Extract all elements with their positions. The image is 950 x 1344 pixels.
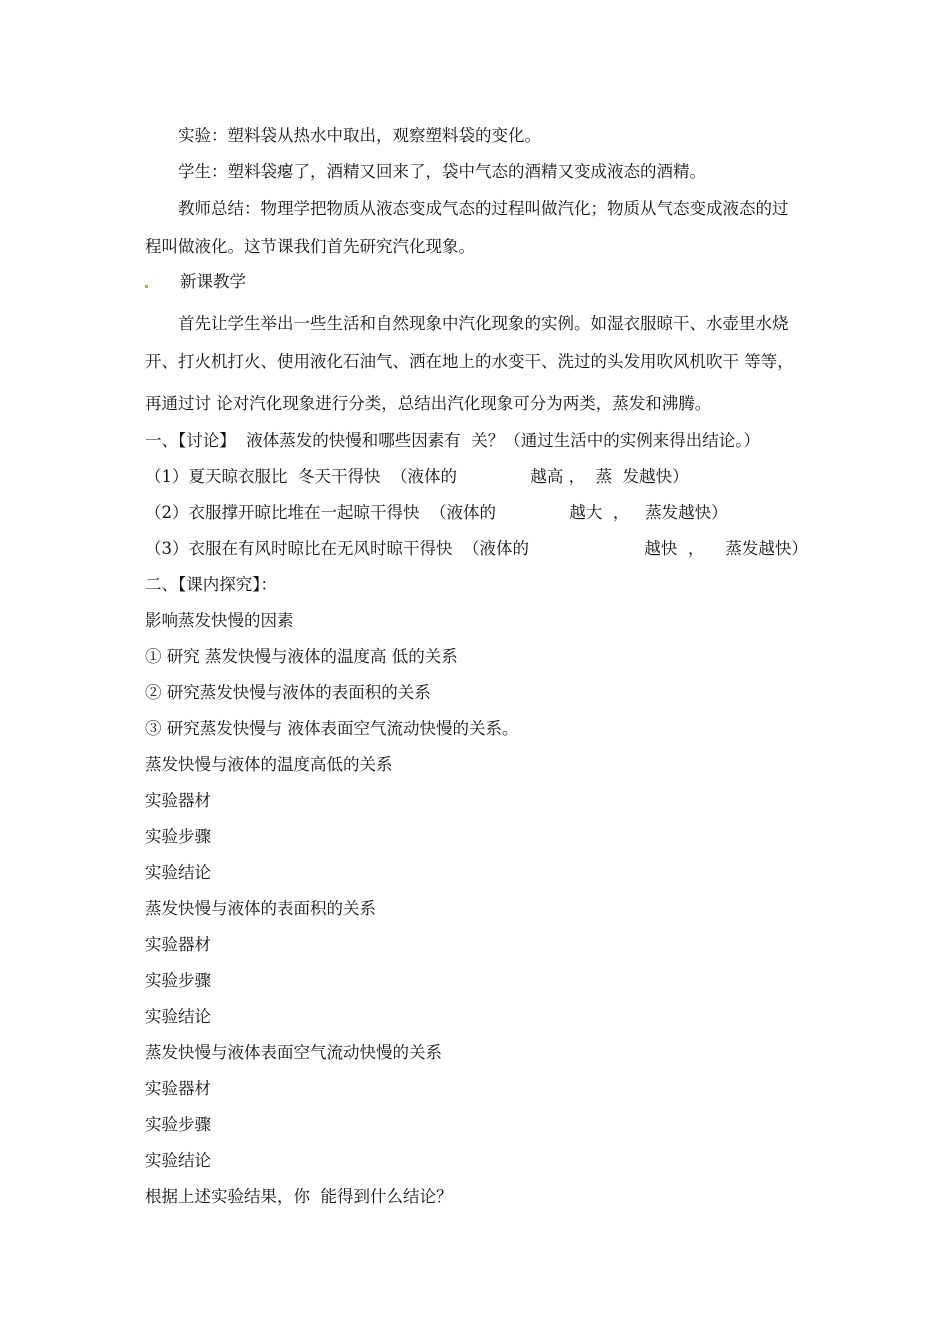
group-title: 蒸发快慢与液体表面空气流动快慢的关系 <box>145 1043 442 1062</box>
intro-line-2: 开、打火机打火、使用液化石油气、洒在地上的水变干、洗过的头发用吹风机吹干 等等， <box>145 352 794 371</box>
inquiry-item: ② 研究蒸发快慢与液体的表面积的关系 <box>145 683 431 702</box>
group-steps: 实验步骤 <box>145 827 211 846</box>
teacher-summary-line-2: 程叫做液化。这节课我们首先研究汽化现象。 <box>145 237 475 256</box>
new-lesson-heading: 新课教学 <box>180 272 246 291</box>
group-materials: 实验器材 <box>145 791 211 810</box>
group-materials: 实验器材 <box>145 935 211 954</box>
student-paragraph: 学生：塑料袋瘪了，酒精又回来了，袋中气态的酒精又变成液态的酒精。 <box>178 162 706 181</box>
inquiry-subtitle: 影响蒸发快慢的因素 <box>145 611 294 630</box>
group-steps: 实验步骤 <box>145 971 211 990</box>
group-conclusion: 实验结论 <box>145 863 211 882</box>
discussion-item: （2）衣服撑开晾比堆在一起晾干得快 （液体的 越大 ， 蒸发越快） <box>145 503 728 522</box>
group-title: 蒸发快慢与液体的温度高低的关系 <box>145 755 393 774</box>
group-title: 蒸发快慢与液体的表面积的关系 <box>145 899 376 918</box>
inquiry-heading: 二、【课内探究】： <box>145 575 277 594</box>
bullet-mark <box>145 285 148 288</box>
group-conclusion: 实验结论 <box>145 1151 211 1170</box>
teacher-summary-line-1: 教师总结：物理学把物质从液态变成气态的过程叫做汽化；物质从气态变成液态的过 <box>178 199 789 218</box>
intro-line-3: 再通过讨 论对汽化现象进行分类，总结出汽化现象可分为两类，蒸发和沸腾。 <box>145 394 712 413</box>
discussion-item: （3）衣服在有风时晾比在无风时晾干得快 （液体的 越快 ， 蒸发越快） <box>145 539 808 558</box>
discussion-heading: 一、【讨论】 液体蒸发的快慢和哪些因素有 关？（通过生活中的实例来得出结论。） <box>145 431 760 450</box>
group-steps: 实验步骤 <box>145 1115 211 1134</box>
group-materials: 实验器材 <box>145 1079 211 1098</box>
final-question: 根据上述实验结果，你 能得到什么结论？ <box>145 1187 453 1206</box>
group-conclusion: 实验结论 <box>145 1007 211 1026</box>
intro-line-1: 首先让学生举出一些生活和自然现象中汽化现象的实例。如湿衣服晾干、水壶里水烧 <box>178 314 789 333</box>
inquiry-item: ① 研究 蒸发快慢与液体的温度高 低的关系 <box>145 647 458 666</box>
discussion-item: （1）夏天晾衣服比 冬天干得快 （液体的 越高 ， 蒸 发越快） <box>145 467 689 486</box>
experiment-paragraph: 实验：塑料袋从热水中取出，观察塑料袋的变化。 <box>178 126 541 145</box>
inquiry-item: ③ 研究蒸发快慢与 液体表面空气流动快慢的关系。 <box>145 719 519 738</box>
